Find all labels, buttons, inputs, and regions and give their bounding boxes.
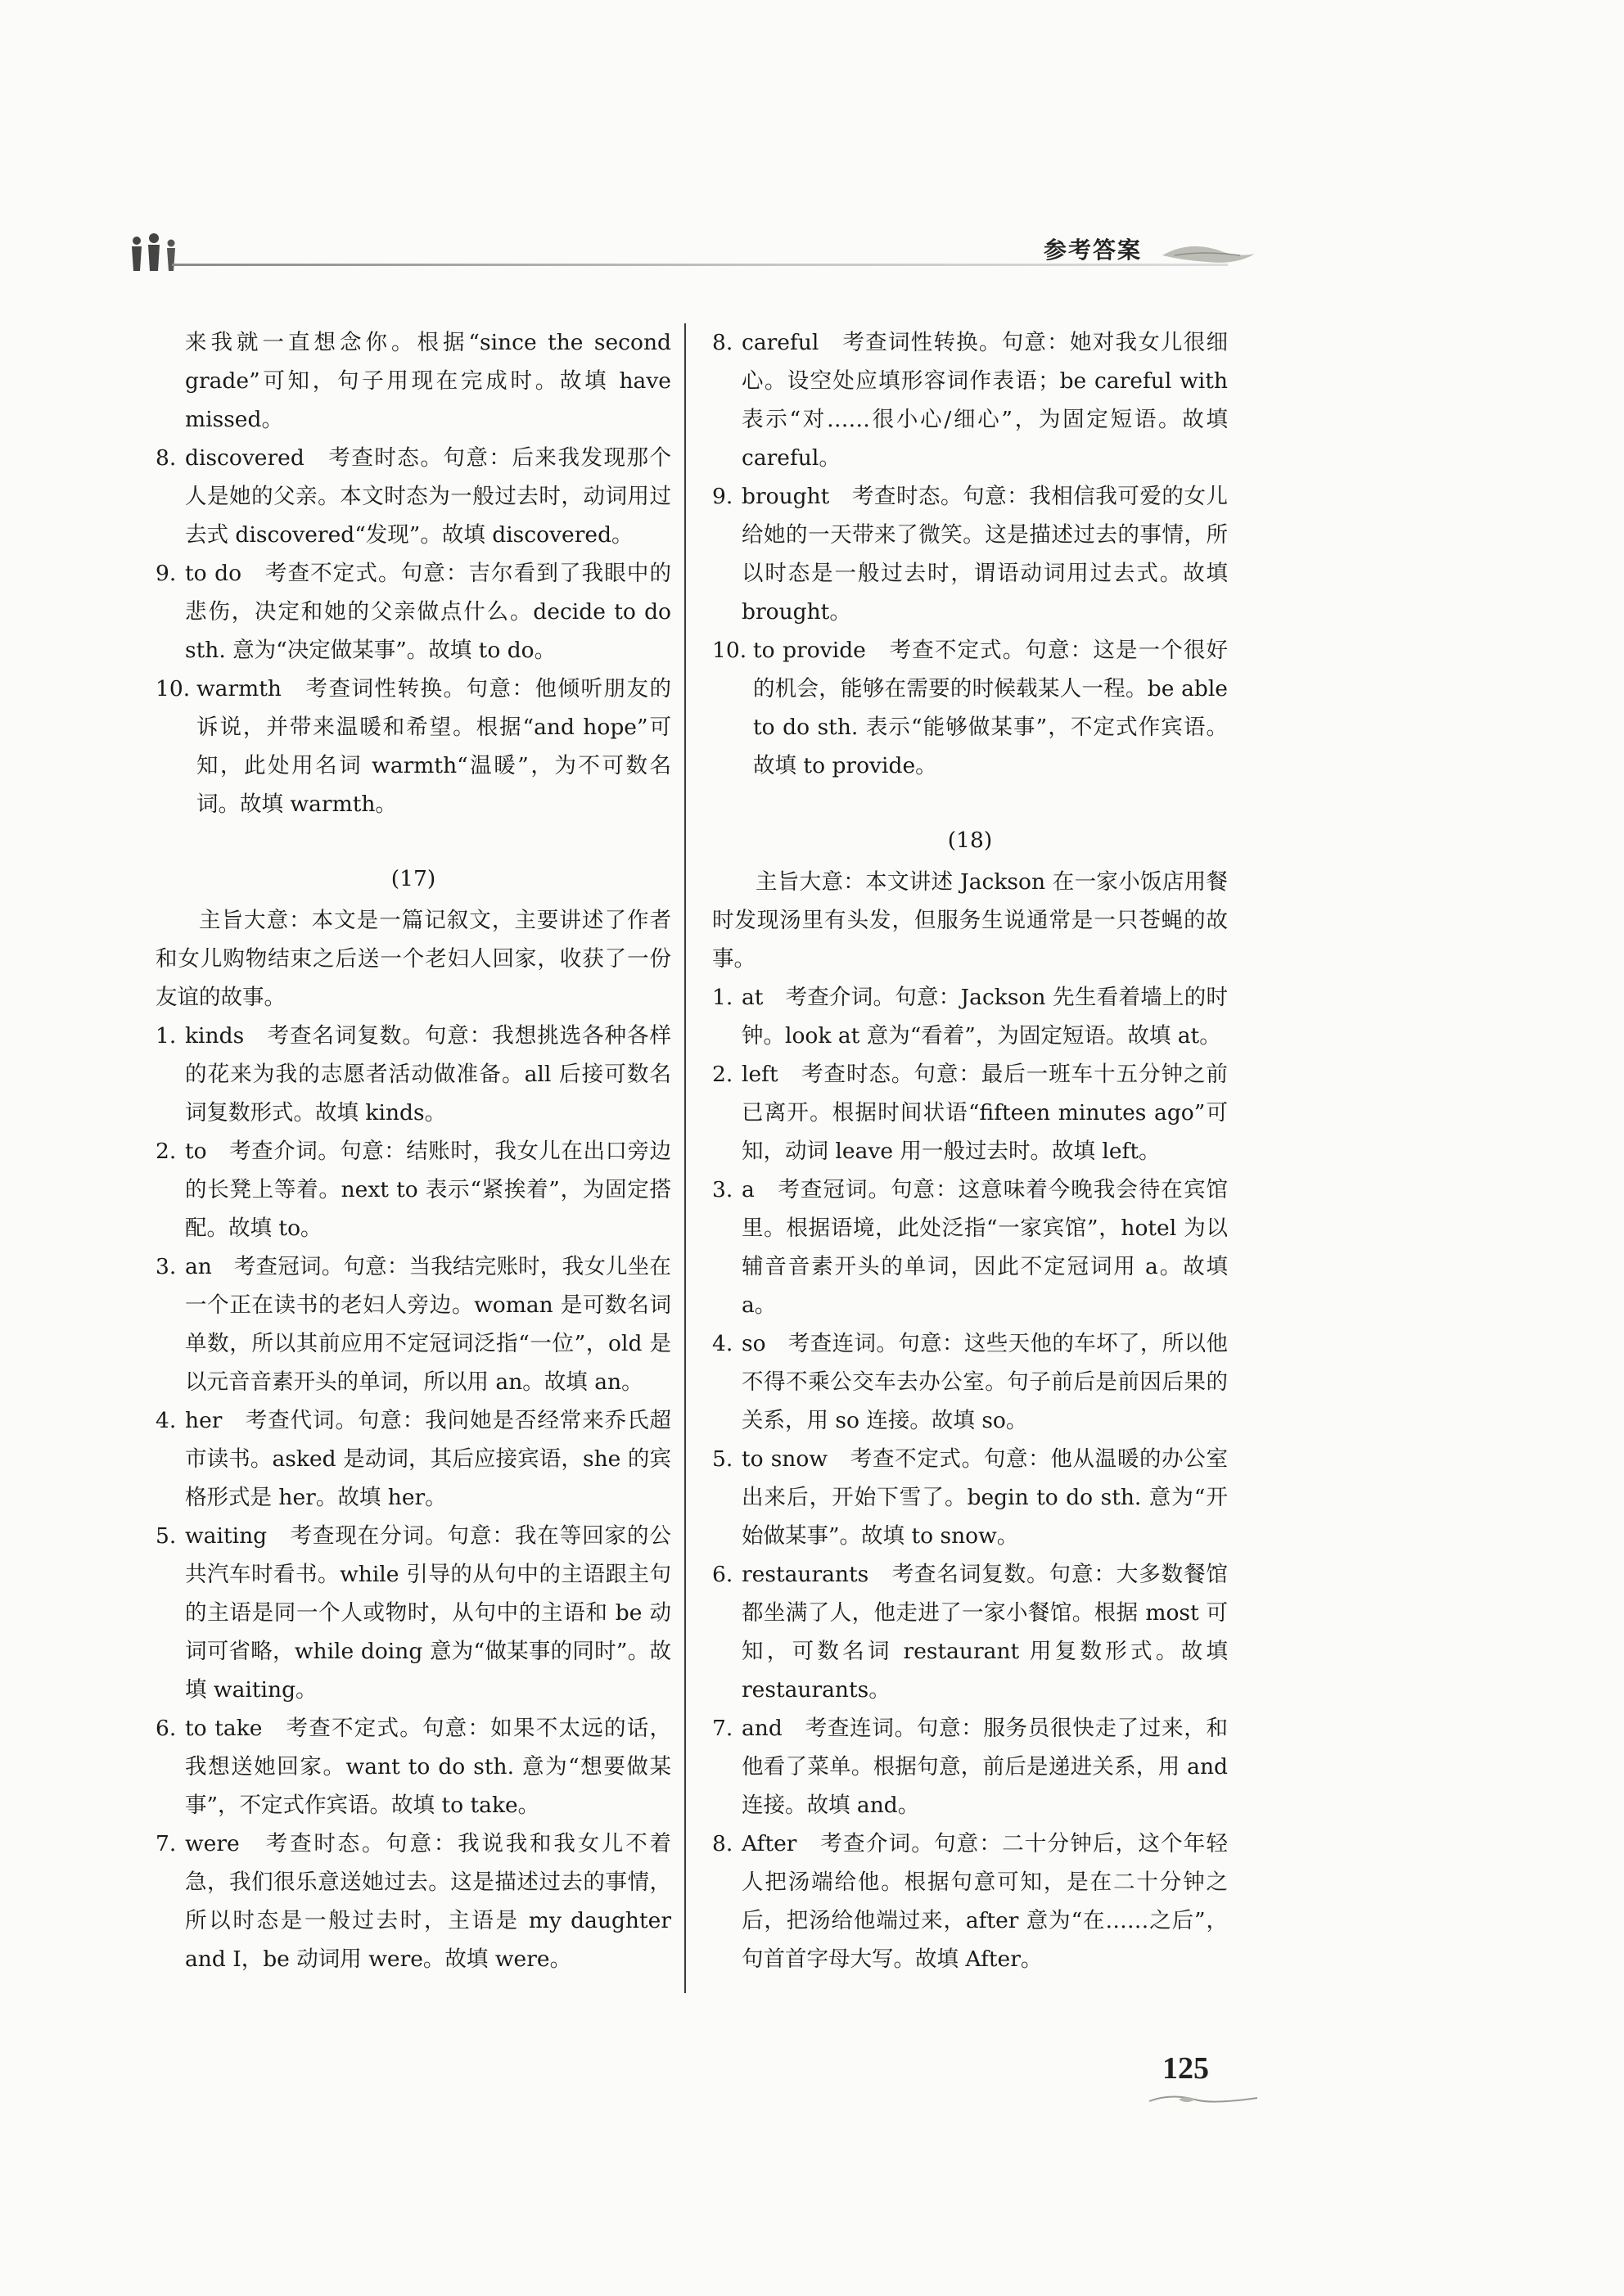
answer-item [712, 1709, 1228, 1825]
answer-item [712, 1055, 1228, 1171]
item-number: 4. [156, 1408, 177, 1433]
leaf-ornament-icon [1158, 237, 1256, 270]
column-divider [684, 323, 686, 1993]
item-text: discovered 考查时态。句意：后来我发现那个人是她的父亲。本文时态为一般过去时，动词用过去式 discovered“发现”。故填 discovered。 [185, 445, 671, 548]
item-number: 7. [712, 1716, 733, 1741]
item-text: at 考查介词。句意：Jackson 先生看着墙上的时钟。look at 意为“看着”，为固定短语。故填 at。 [742, 985, 1228, 1049]
item-number: 3. [156, 1254, 177, 1279]
answer-item [156, 1132, 671, 1247]
item-number: 3. [712, 1177, 733, 1202]
item-number: 5. [156, 1523, 177, 1549]
answer-item [156, 670, 671, 823]
item-text: an 考查冠词。句意：当我结完账时，我女儿坐在一个正在读书的老妇人旁边。woman 是可数名词单数，所以其前应用不定冠词泛指“一位”，old 是以元音音素开头的单词，所以用 an。故填 an。 [185, 1254, 671, 1395]
answer-item [712, 631, 1228, 785]
item-text: to take 考查不定式。句意：如果不太远的话，我想送她回家。want to do sth. 意为“想要做某事”，不定式作宾语。故填 to take。 [185, 1716, 671, 1818]
item-text: warmth 考查词性转换。句意：他倾听朋友的诉说，并带来温暖和希望。根据“and hope”可知，此处用名词 warmth“温暖”，为不可数名词。故填 warmth。 [196, 676, 671, 817]
item-number: 1. [712, 985, 733, 1010]
item-text: and 考查连词。句意：服务员很快走了过来，和他看了菜单。根据句意，前后是递进关系，用 and 连接。故填 and。 [742, 1716, 1228, 1818]
item-number: 8. [156, 445, 177, 471]
section-heading: (18) [947, 828, 993, 853]
right-column [712, 323, 1228, 1978]
item-text: careful 考查词性转换。句意：她对我女儿很细心。设空处应填形容词作表语；be careful with 表示“对……很小心/细心”，为固定短语。故填 careful。 [742, 330, 1228, 471]
answer-item [156, 1825, 671, 1978]
item-text: to do 考查不定式。句意：吉尔看到了我眼中的悲伤，决定和她的父亲做点什么。decide to do sth. 意为“决定做某事”。故填 to do。 [185, 561, 671, 663]
item-number: 6. [156, 1716, 177, 1741]
continuation-paragraph: 来我就一直想念你。根据“since the second grade”可知，句子用现在完成时。故填 have missed。 [185, 330, 671, 432]
page-ornament-icon [1146, 2091, 1261, 2109]
header-title: 参考答案 [1044, 237, 1143, 264]
item-text: a 考查冠词。句意：这意味着今晚我会待在宾馆里。根据语境，此处泛指“一家宾馆”，hotel 为以辅音音素开头的单词，因此不定冠词用 a。故填 a。 [742, 1177, 1228, 1318]
item-number: 7. [156, 1831, 177, 1856]
item-text: were 考查时态。句意：我说我和我女儿不着急，我们很乐意送她过去。这是描述过去的事情，所以时态是一般过去时，主语是 my daughter and I，be 动词用 were。故填 were。 [185, 1831, 671, 1972]
item-number: 10. [156, 676, 191, 701]
section-summary: 主旨大意：本文讲述 Jackson 在一家小饭店用餐时发现汤里有头发，但服务生说通常是一只苍蝇的故事。 [712, 869, 1228, 972]
answer-item [156, 554, 671, 670]
item-number: 9. [156, 561, 177, 586]
item-number: 8. [712, 1831, 733, 1856]
answer-item [156, 1017, 671, 1132]
left-column [156, 323, 671, 1978]
answer-item [712, 323, 1228, 477]
item-text: so 考查连词。句意：这些天他的车坏了，所以他不得不乘公交车去办公室。句子前后是前因后果的关系，用 so 连接。故填 so。 [742, 1331, 1228, 1433]
answer-item [156, 1247, 671, 1401]
answer-item [156, 439, 671, 554]
answer-item [712, 477, 1228, 631]
answer-item [712, 1440, 1228, 1555]
section-summary: 主旨大意：本文是一篇记叙文，主要讲述了作者和女儿购物结束之后送一个老妇人回家，收获了一份友谊的故事。 [156, 908, 671, 1010]
answer-item [156, 1709, 671, 1825]
item-number: 6. [712, 1562, 733, 1587]
answer-item [712, 978, 1228, 1055]
item-number: 1. [156, 1023, 177, 1049]
item-number: 9. [712, 484, 733, 509]
item-number: 4. [712, 1331, 733, 1356]
item-text: After 考查介词。句意：二十分钟后，这个年轻人把汤端给他。根据句意可知，是在二十分钟之后，把汤给他端过来，after 意为“在……之后”，句首首字母大写。故填 After。 [742, 1831, 1228, 1972]
item-text: her 考查代词。句意：我问她是否经常来乔氏超市读书。asked 是动词，其后应接宾语，she 的宾格形式是 her。故填 her。 [185, 1408, 671, 1510]
item-number: 10. [712, 638, 747, 663]
item-text: restaurants 考查名词复数。句意：大多数餐馆都坐满了人，他走进了一家小餐馆。根据 most 可知，可数名词 restaurant 用复数形式。故填 restaurants。 [742, 1562, 1228, 1703]
answer-item [712, 1171, 1228, 1324]
section-heading: (17) [390, 866, 436, 891]
item-text: to 考查介词。句意：结账时，我女儿在出口旁边的长凳上等着。next to 表示“紧挨着”，为固定搭配。故填 to。 [185, 1139, 671, 1241]
page-number: 125 [1162, 2051, 1209, 2086]
answer-item [712, 1555, 1228, 1709]
item-text: to provide 考查不定式。句意：这是一个很好的机会，能够在需要的时候载某人一程。be able to do sth. 表示“能够做某事”，不定式作宾语。故填 to provide。 [753, 638, 1228, 778]
item-number: 2. [712, 1062, 733, 1087]
answer-item [712, 1324, 1228, 1440]
answer-item [156, 1401, 671, 1517]
item-number: 2. [156, 1139, 177, 1164]
answer-item [156, 1517, 671, 1709]
item-number: 5. [712, 1446, 733, 1472]
item-text: brought 考查时态。句意：我相信我可爱的女儿给她的一天带来了微笑。这是描述过去的事情，所以时态是一般过去时，谓语动词用过去式。故填 brought。 [742, 484, 1228, 625]
item-text: waiting 考查现在分词。句意：我在等回家的公共汽车时看书。while 引导的从句中的主语跟主句的主语是同一个人或物时，从句中的主语和 be 动词可省略，while doing 意为“做某事的同时”。故填 waiting。 [185, 1523, 671, 1703]
family-silhouette-icon [127, 233, 184, 273]
item-number: 8. [712, 330, 733, 355]
answer-item [712, 1825, 1228, 1978]
item-text: to snow 考查不定式。句意：他从温暖的办公室出来后，开始下雪了。begin to do sth. 意为“开始做某事”。故填 to snow。 [742, 1446, 1228, 1549]
item-text: left 考查时态。句意：最后一班车十五分钟之前已离开。根据时间状语“fifteen minutes ago”可知，动词 leave 用一般过去时。故填 left。 [742, 1062, 1228, 1164]
page-header [0, 0, 1624, 295]
item-text: kinds 考查名词复数。句意：我想挑选各种各样的花来为我的志愿者活动做准备。all 后接可数名词复数形式。故填 kinds。 [185, 1023, 671, 1125]
